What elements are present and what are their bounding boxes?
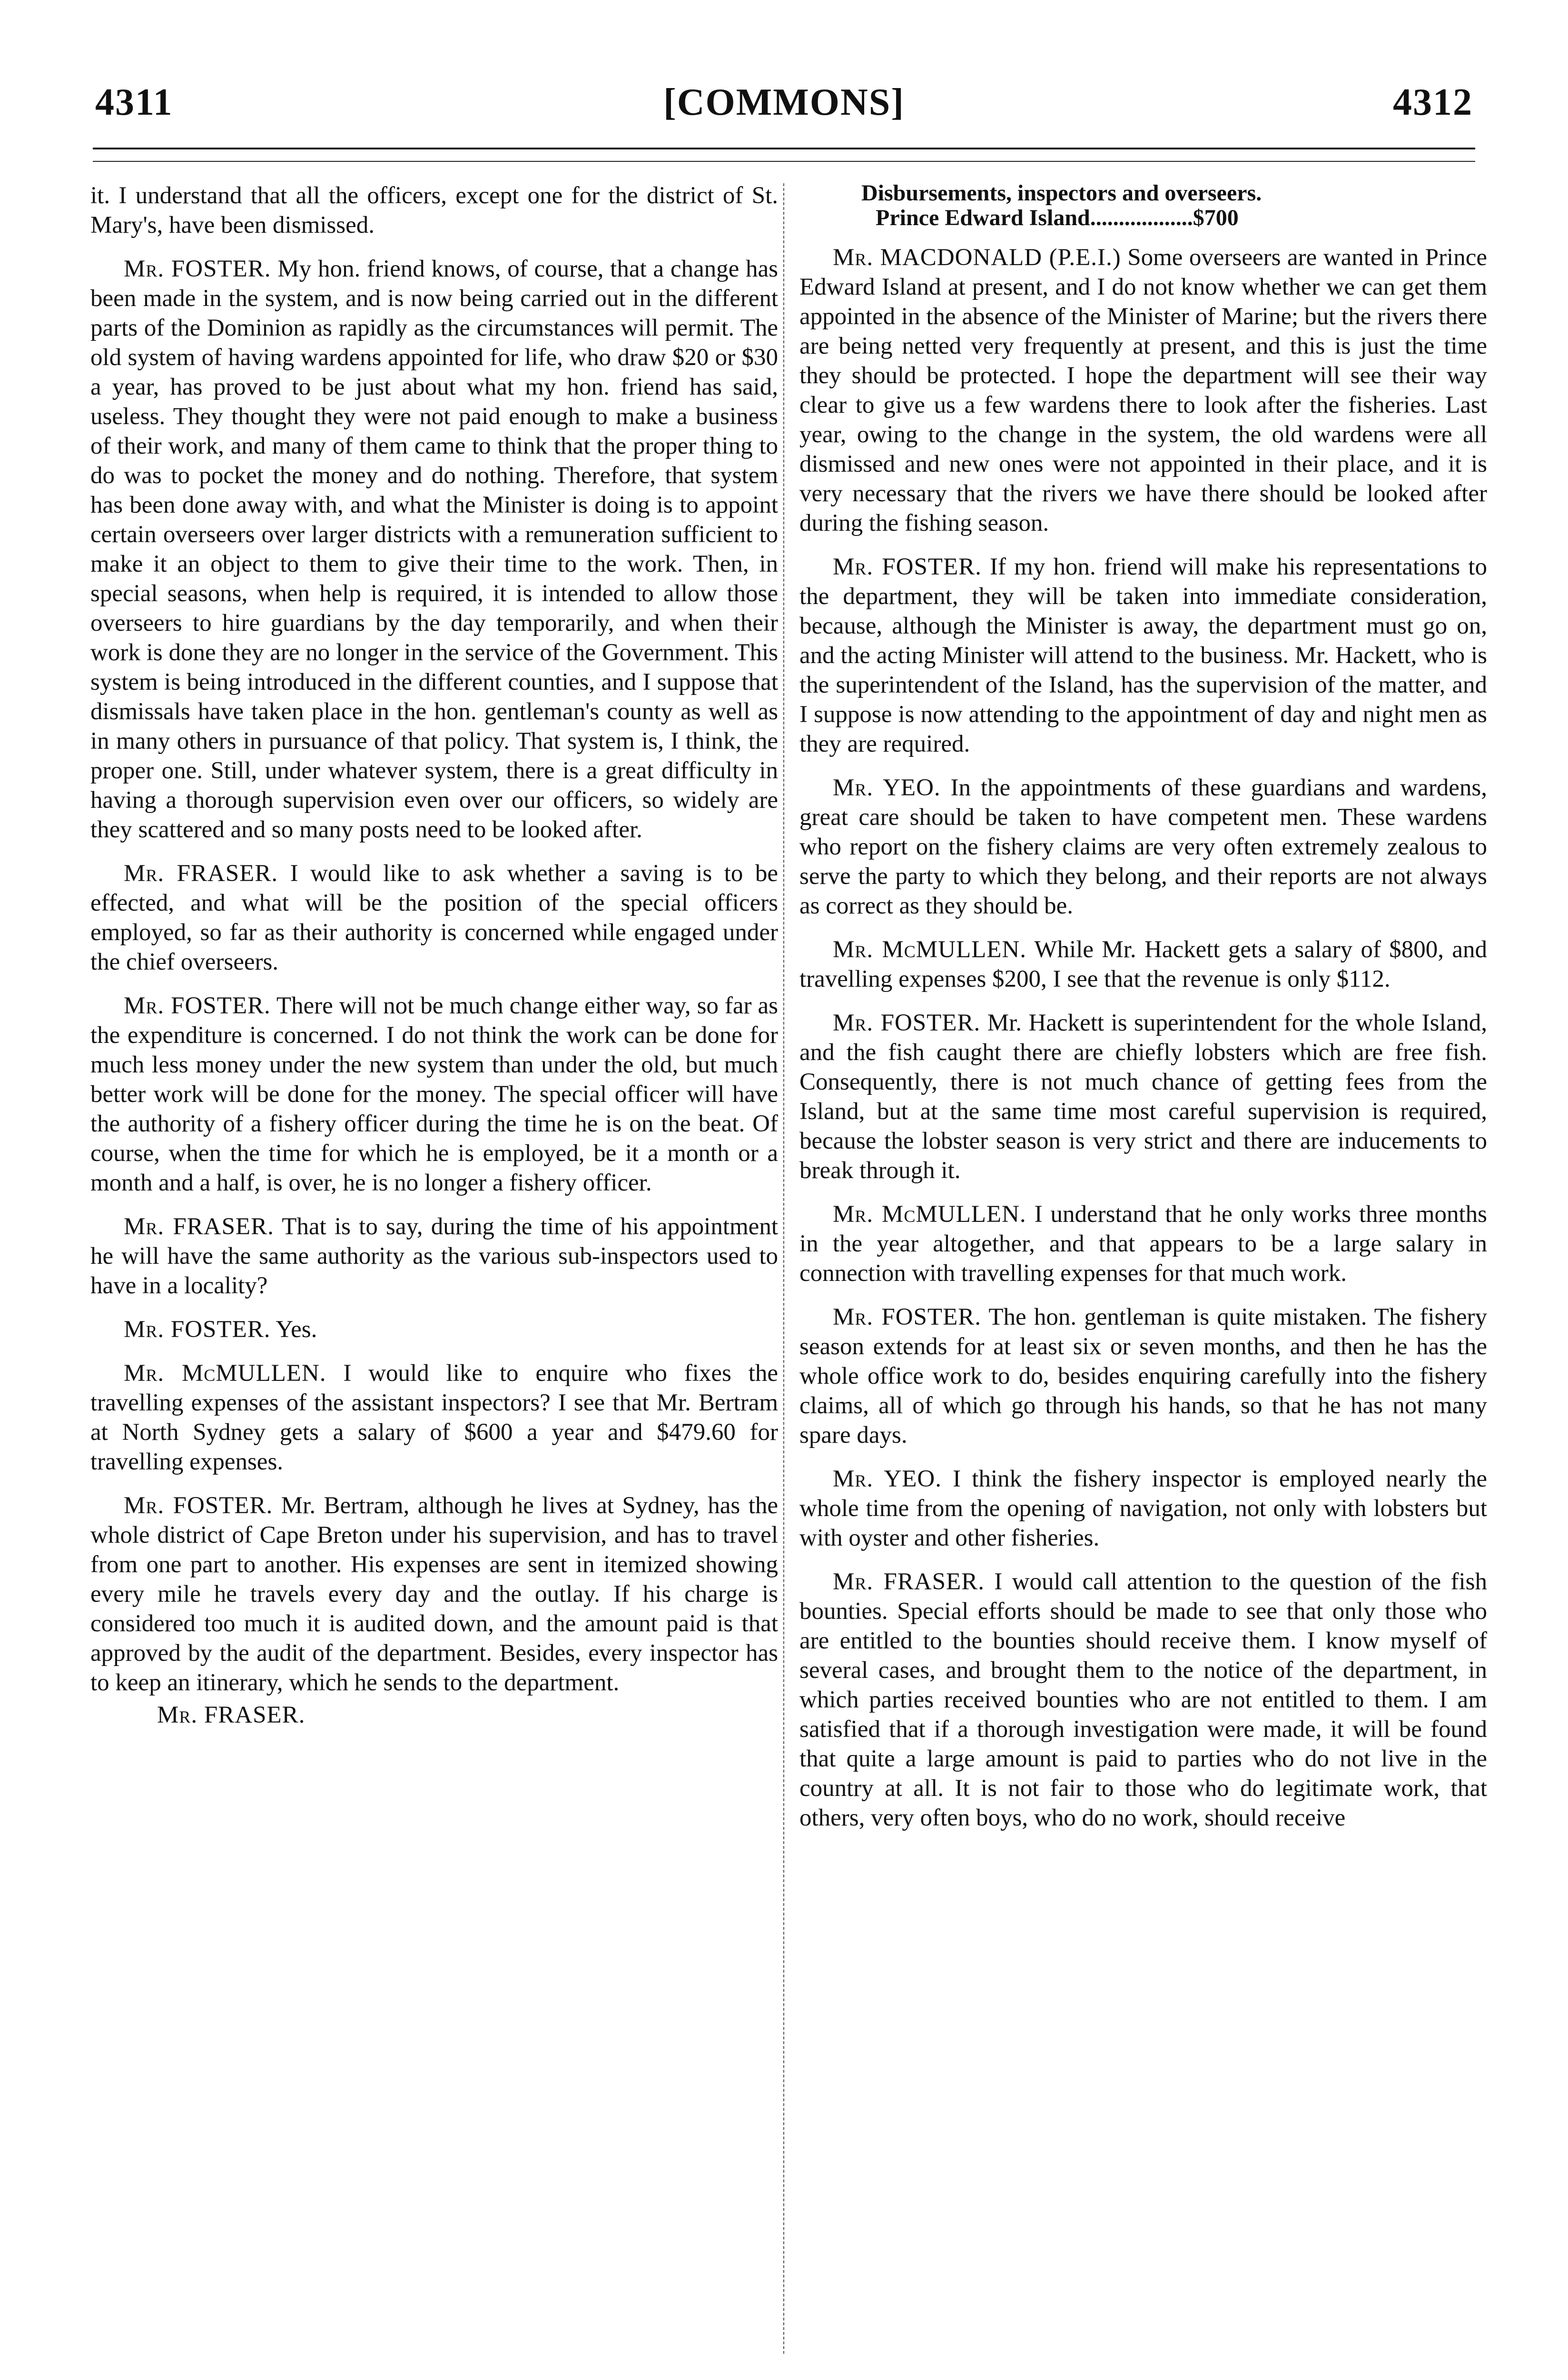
speaker-name: Mr. FOSTER. (124, 992, 271, 1019)
speech-text: Mr. Hackett is superintendent for the whole Island, and the fish caught there are chiefly lobsters which are free fish. Consequently, there is not much chance of getting fees from the Island, but at the same time most careful supervision is required, because the lobster season is very strict and there are inducements to break through it. (799, 1010, 1488, 1184)
paragraph (90, 1212, 778, 1300)
speech-text: I understand that he only works three months in the year altogether, and that appears to be a large salary in connection with travelling expenses for that much work. (799, 1201, 1488, 1287)
speaker-name: Mr. FOSTER. (833, 554, 982, 580)
speaker-name: Mr. FOSTER. (124, 256, 271, 282)
speaker-name: Mr. FOSTER. (833, 1010, 981, 1036)
speaker-name: Mr. FOSTER. (124, 1316, 271, 1343)
speech-text: If my hon. friend will make his representations to the department, they will be taken into immediate consideration, because, although the Minister is away, the department must go on, and the acting Minister will attend to the business. Mr. Hackett, who is the superintendent of the Island, has the supervision of the matter, and I suppose is now attending to the appointment of day and night men as they are required. (799, 554, 1487, 757)
speaker-name: Mr. YEO. (833, 774, 941, 801)
speech-text: I would call attention to the question of the fish bounties. Special efforts should be made to see that only those who are entitled to the bounties should receive them. I know myself of several cases, and brought them to the notice of the department, in which parties received bounties who are not entitled to them. I am satisfied that if a thorough investigation were made, it will be found that quite a large amount is paid to parties who do not live in the country at all. It is not fair to those who do legitimate work, that others, very often boys, who do no work, should receive (799, 1568, 1487, 1831)
speech-text: My hon. friend knows, of course, that a change has been made in the system, and is now being carried out in the different parts of the Dominion as rapidly as the circumstances will permit. The old system of having wardens appointed for life, who draw $20 or $30 a year, has proved to be just about what my hon. friend has said, useless. They thought they were not paid enough to make a business of their work, and many of them came to think that the proper thing to do was to pocket the money and do nothing. Therefore, that system has been done away with, and what the Minister is doing is to appoint certain overseers over larger districts with a remuneration sufficient to make it an object to them to give their time to the work. Then, in special seasons, when help is required, it is intended to allow those overseers to hire guardians by the day temporarily, and when their work is done they are no longer in the service of the Government. This system is being introduced in the different counties, and I suppose that dismissals have taken place in the hon. gentleman's county as well as in many others in pursuance of that policy. That system is, I think, the proper one. Still, under whatever system, there is a great difficulty in having a thorough supervision even over our officers, so widely are they scattered and so many posts need to be looked after. (90, 256, 779, 843)
paragraph (799, 1008, 1487, 1185)
header-rule-thin (93, 161, 1475, 162)
paragraph (90, 1359, 778, 1477)
speech-text: Yes. (276, 1316, 317, 1343)
speaker-name: Mr. MACDONALD (P.E.I.) (833, 244, 1121, 271)
speech-text: Some overseers are wanted in Prince Edward Island at present, and I do not know whether we can get them appointed in the absence of the Minister of Marine; but the rivers there are being netted very frequently at present, and this is just the time they should be protected. I hope the department will see their way clear to give us a few wardens there to look after the fisheries. Last year, owing to the change in the system, the old wardens were all dismissed and new ones were not appointed in their place, and it is very necessary that the rivers we have there should be looked after during the fishing season. (799, 244, 1487, 536)
speech-text: The hon. gentleman is quite mistaken. The fishery season extends for at least six or seven months, and then he has the whole office work to do, besides enquiring carefully into the fishery claims, all of which go through his hands, so that he has not many spare days. (799, 1304, 1487, 1448)
speaker-name: Mr. McMULLEN. (833, 936, 1027, 963)
speaker-name: Mr. McMULLEN. (833, 1201, 1026, 1228)
estimate-item-row (799, 206, 1487, 230)
paragraph (799, 935, 1487, 994)
paragraph (799, 1567, 1487, 1833)
speech-text: I think the fishery inspector is employed nearly the whole time from the opening of navigation, not only with lobsters but with oyster and other fisheries. (799, 1466, 1487, 1551)
paragraph (90, 859, 778, 977)
paragraph (90, 1315, 778, 1344)
speech-text: I would like to ask whether a saving is to be effected, and what will be the position of the special officers employed, so far as their authority is concerned while engaged under the chief overseers. (90, 860, 779, 975)
speech-text: There will not be much change either way, so far as the expenditure is concerned. I do not think the work can be done for much less money under the new system than under the old, but much better work will be done for the money. The special officer will have the authority of a fishery officer during the time he is on the beat. Of course, when the time for which he is employed, be it a month or a month and a half, is over, he is no longer a fishery officer. (90, 992, 778, 1196)
page-number-left: 4311 (95, 81, 173, 123)
header-rule-thick (93, 148, 1475, 149)
estimate-item-amount: $700 (1193, 205, 1239, 230)
speech-text: it. I understand that all the officers, except one for the district of St. Mary's, have been dismissed. (90, 182, 778, 238)
speaker-name: Mr. YEO. (833, 1466, 942, 1492)
paragraph (90, 1700, 778, 1730)
left-column (90, 181, 778, 1744)
speech-text: That is to say, during the time of his appointment he will have the same authority as the various sub-inspectors used to have in a locality? (90, 1213, 778, 1299)
paragraph (799, 1302, 1487, 1450)
speaker-name: Mr. FRASER. (124, 1213, 274, 1240)
speaker-name: Mr. FOSTER. (124, 1492, 273, 1519)
running-title: [COMMONS] (663, 81, 905, 123)
paragraph (799, 773, 1487, 921)
page-number-right: 4312 (1393, 81, 1473, 123)
paragraph (799, 243, 1487, 538)
estimate-item-title: Disbursements, inspectors and overseers. (861, 180, 1262, 206)
speech-text: Mr. Bertram, although he lives at Sydney, has the whole district of Cape Breton under his supervision, and has to travel from one part to another. His expenses are sent in itemized showing every mile he travels every day and the outlay. If his charge is considered too much it is audited down, and the amount paid is that approved by the audit of the department. Besides, every inspector has to keep an itinerary, which he sends to the department. (90, 1492, 779, 1696)
estimate-item-label: Prince Edward Island (876, 205, 1090, 230)
column-divider (783, 183, 784, 2354)
speaker-name: Mr. FOSTER. (833, 1304, 981, 1330)
paragraph (90, 181, 778, 240)
estimate-item-leader: .................. (1090, 205, 1193, 230)
paragraph (90, 254, 778, 844)
right-column (799, 181, 1487, 1847)
speech-text: I would like to enquire who fixes the travelling expenses of the assistant inspectors? I see that Mr. Bertram at North Sydney gets a salary of $600 a year and $479.60 for travelling expenses. (90, 1360, 779, 1475)
paragraph (799, 1200, 1487, 1288)
speech-text: In the appointments of these guardians and wardens, great care should be taken to have competent men. These wardens who report on the fishery claims are very often extremely zealous to serve the party to which they belong, and their reports are not always as correct as they should be. (799, 774, 1488, 919)
paragraph (799, 552, 1487, 759)
speaker-name: Mr. FRASER. (124, 860, 278, 887)
estimate-item (799, 181, 1487, 230)
speech-text: While Mr. Hackett gets a salary of $800, and travelling expenses $200, I see that the revenue is only $112. (799, 936, 1488, 992)
paragraph (90, 991, 778, 1198)
paragraph (90, 1491, 778, 1697)
page-header (0, 0, 1568, 157)
speaker-name: Mr. McMULLEN. (124, 1360, 326, 1387)
speaker-name: Mr. FRASER. (833, 1568, 985, 1595)
paragraph (799, 1464, 1487, 1553)
speaker-name: Mr. FRASER. (157, 1702, 306, 1728)
